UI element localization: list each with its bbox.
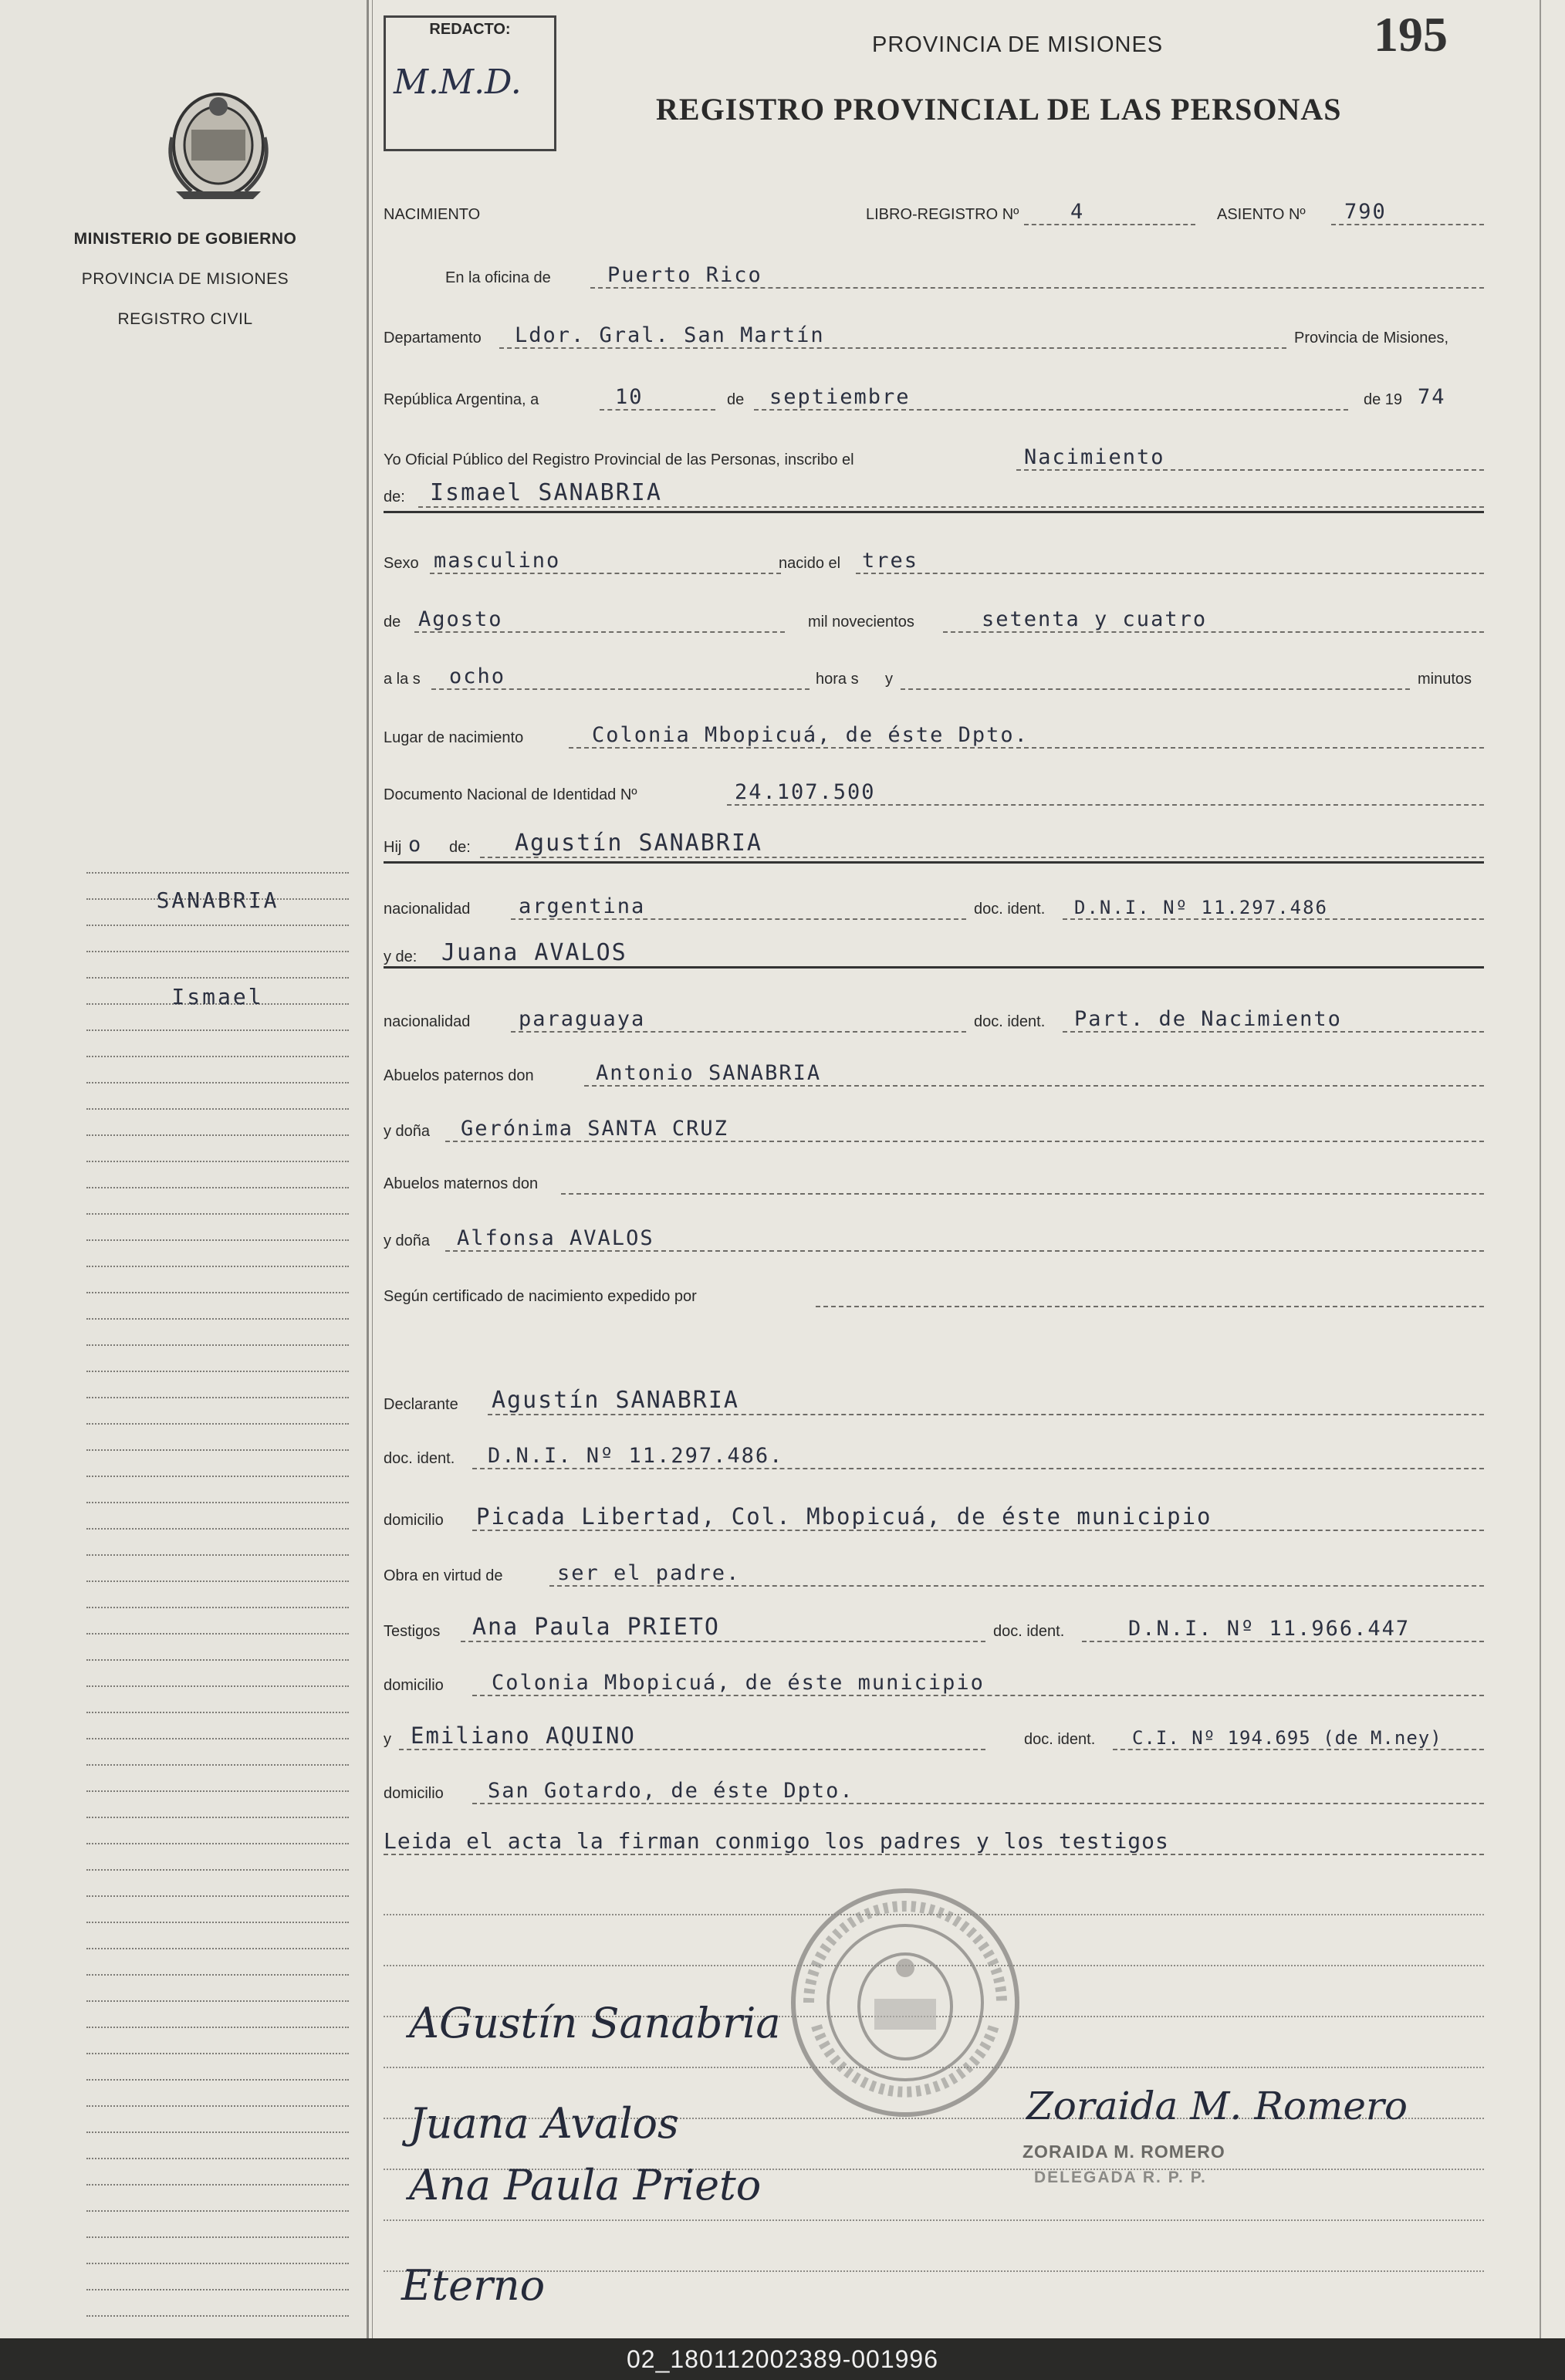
testigo2-doc: C.I. Nº 194.695 (de M.ney) bbox=[1132, 1727, 1442, 1749]
margin-ruled-line bbox=[86, 1974, 349, 1976]
oficial-text: Yo Oficial Público del Registro Provincial de las Personas, inscribo el bbox=[384, 451, 854, 468]
madre-nac: paraguaya bbox=[519, 1007, 646, 1031]
fecha-dia: 10 bbox=[615, 385, 644, 409]
nacido-label: nacido el bbox=[779, 555, 841, 572]
provincia-label: Provincia de Misiones, bbox=[1294, 330, 1449, 347]
row-abuela-paterna bbox=[384, 1100, 1487, 1147]
margin-ruled-line bbox=[86, 1161, 349, 1162]
redacto-initials: M.M.D. bbox=[394, 63, 522, 102]
row-padre-nac bbox=[384, 878, 1487, 925]
certificado-label: Según certificado de nacimiento expedido por bbox=[384, 1288, 697, 1305]
libro-value: 4 bbox=[1070, 200, 1085, 224]
margin-ruled-line bbox=[86, 2184, 349, 2186]
margin-ruled-line bbox=[86, 925, 349, 926]
margin-ruled-line bbox=[86, 1476, 349, 1477]
declarante-value: Agustín SANABRIA bbox=[492, 1387, 739, 1414]
fecha-mes: septiembre bbox=[769, 385, 911, 409]
stamp-official-role: DELEGADA R. P. P. bbox=[1034, 2169, 1207, 2186]
row-declarante-doc bbox=[384, 1428, 1487, 1474]
row-declarante-domicilio bbox=[384, 1489, 1487, 1536]
oficina-value: Puerto Rico bbox=[607, 263, 762, 287]
departamento-value: Ldor. Gral. San Martín bbox=[515, 323, 825, 347]
domicilio-label: domicilio bbox=[384, 1512, 444, 1529]
nacido-dia: tres bbox=[862, 549, 919, 573]
doc-label: doc. ident. bbox=[974, 901, 1046, 918]
anio-label: de 19 bbox=[1364, 391, 1403, 408]
doc-label: doc. ident. bbox=[974, 1013, 1046, 1030]
margin-ruled-line bbox=[86, 1685, 349, 1687]
margin-ruled-line bbox=[86, 2315, 349, 2317]
margin-given-name: Ismael bbox=[171, 984, 264, 1009]
row-padre bbox=[384, 816, 1487, 863]
archive-id: 02_180112002389-001996 bbox=[0, 2338, 1565, 2380]
nacido-mes: Agosto bbox=[418, 607, 503, 631]
margin-ruled-line bbox=[86, 2236, 349, 2238]
asiento-label: ASIENTO Nº bbox=[1217, 206, 1306, 223]
margin-ruled-line bbox=[86, 1292, 349, 1293]
blank-ruled-line bbox=[384, 2219, 1484, 2221]
redacto-box bbox=[384, 15, 556, 151]
declarante-doc: D.N.I. Nº 11.297.486. bbox=[488, 1444, 784, 1468]
declarante-domicilio: Picada Libertad, Col. Mbopicuá, de éste municipio bbox=[476, 1503, 1212, 1530]
margin-ruled-line bbox=[86, 1423, 349, 1425]
nac-label: nacionalidad bbox=[384, 901, 471, 918]
row-fecha bbox=[384, 369, 1487, 415]
margin-ruled-line bbox=[86, 2158, 349, 2159]
margin-ruled-line bbox=[86, 1371, 349, 1372]
hora-value: ocho bbox=[449, 664, 506, 688]
margin-ruled-line bbox=[86, 1134, 349, 1136]
margin-ruled-line bbox=[86, 1318, 349, 1320]
margin-ruled-line bbox=[86, 977, 349, 979]
row-testigo2 bbox=[384, 1709, 1487, 1755]
margin-ruled-line bbox=[86, 1266, 349, 1267]
divider bbox=[384, 966, 1484, 969]
acto-value: Nacimiento bbox=[1024, 445, 1165, 469]
margin-ruled-line bbox=[86, 2053, 349, 2054]
margin-ruled-line bbox=[86, 1108, 349, 1110]
registry-label: REGISTRO CIVIL bbox=[117, 310, 253, 328]
row-dni bbox=[384, 764, 1487, 810]
sexo-value: masculino bbox=[434, 549, 561, 573]
margin-ruled-line bbox=[86, 1633, 349, 1635]
margin-ruled-line bbox=[86, 1082, 349, 1084]
margin-ruled-line bbox=[86, 1056, 349, 1057]
dni-value: 24.107.500 bbox=[735, 780, 876, 804]
madre-doc: Part. de Nacimiento bbox=[1074, 1007, 1342, 1031]
signature-witness-2: Eterno bbox=[401, 2261, 546, 2310]
row-nombre bbox=[384, 466, 1487, 512]
declarante-label: Declarante bbox=[384, 1396, 458, 1413]
row-obra bbox=[384, 1545, 1487, 1591]
testigo1-domicilio: Colonia Mbopicuá, de éste municipio bbox=[492, 1671, 985, 1695]
province-label: PROVINCIA DE MISIONES bbox=[81, 270, 289, 288]
signature-witness-1: Ana Paula Prieto bbox=[409, 2161, 762, 2209]
ydona-label: y doña bbox=[384, 1232, 431, 1249]
margin-ruled-line bbox=[86, 2027, 349, 2028]
cierre-text: Leida el acta la firman conmigo los padres y los testigos bbox=[384, 1828, 1169, 1854]
row-testigo2-domicilio bbox=[384, 1763, 1487, 1809]
row-sexo bbox=[384, 532, 1487, 579]
hijo-label: Hij bbox=[384, 839, 402, 856]
margin-ruled-line bbox=[86, 1869, 349, 1871]
stamp-official-name: ZORAIDA M. ROMERO bbox=[1022, 2142, 1225, 2162]
signature-official: Zoraida M. Romero bbox=[1026, 2084, 1408, 2128]
row-abuelos-maternos bbox=[384, 1153, 1487, 1199]
obra-value: ser el padre. bbox=[557, 1561, 741, 1585]
madre-label: y de: bbox=[384, 948, 417, 965]
testigo2-domicilio: San Gotardo, de éste Dpto. bbox=[488, 1779, 854, 1803]
record-type: NACIMIENTO bbox=[384, 206, 481, 223]
margin-ruled-line bbox=[86, 1790, 349, 1792]
ydona-label: y doña bbox=[384, 1123, 431, 1140]
margin-ruled-line bbox=[86, 1213, 349, 1215]
margin-ruled-line bbox=[86, 1528, 349, 1530]
abuela-mat: Alfonsa AVALOS bbox=[457, 1226, 654, 1250]
de-label: de bbox=[727, 391, 745, 408]
margin-ruled-line bbox=[86, 2210, 349, 2212]
margin-ruled-line bbox=[86, 1607, 349, 1608]
nombre-value: Ismael SANABRIA bbox=[430, 479, 662, 506]
margin-ruled-line bbox=[86, 1843, 349, 1844]
margin-ruled-line bbox=[86, 1397, 349, 1398]
row-abuelos-paternos bbox=[384, 1045, 1487, 1091]
margin-ruled-line bbox=[86, 872, 349, 874]
row-madre bbox=[384, 926, 1487, 972]
milnov-label: mil novecientos bbox=[808, 614, 914, 630]
margin-ruled-line bbox=[86, 1738, 349, 1739]
row-lugar bbox=[384, 707, 1487, 753]
testigo2-value: Emiliano AQUINO bbox=[411, 1722, 636, 1749]
obra-label: Obra en virtud de bbox=[384, 1567, 503, 1584]
abuelo-pat: Antonio SANABRIA bbox=[596, 1061, 822, 1085]
margin-ruled-line bbox=[86, 2000, 349, 2002]
margin-ruled-line bbox=[86, 1239, 349, 1241]
republica-label: República Argentina, a bbox=[384, 391, 539, 408]
margin-ruled-line bbox=[86, 1029, 349, 1031]
margin-ruled-line bbox=[86, 1764, 349, 1766]
divider bbox=[384, 511, 1484, 513]
margin-ruled-line bbox=[86, 1580, 349, 1582]
row-libro bbox=[384, 184, 1487, 230]
lugar-value: Colonia Mbopicuá, de éste Dpto. bbox=[592, 723, 1029, 747]
page-title: REGISTRO PROVINCIAL DE LAS PERSONAS bbox=[656, 92, 1342, 127]
padre-value: Agustín SANABRIA bbox=[515, 830, 762, 857]
page-number: 195 bbox=[1374, 7, 1448, 62]
blank-ruled-line bbox=[384, 2270, 1484, 2272]
row-madre-nac bbox=[384, 991, 1487, 1037]
left-margin-column bbox=[0, 0, 367, 2338]
sexo-label: Sexo bbox=[384, 555, 419, 572]
row-declarante bbox=[384, 1374, 1487, 1420]
row-nacido-mes bbox=[384, 591, 1487, 637]
alas-label: a la s bbox=[384, 671, 421, 688]
hijo-de-label: de: bbox=[449, 839, 471, 856]
madre-value: Juana AVALOS bbox=[441, 939, 627, 966]
row-cierre bbox=[384, 1814, 1487, 1860]
redacto-label: REDACTO: bbox=[429, 21, 511, 38]
margin-ruled-line bbox=[86, 1502, 349, 1503]
ministry-label: MINISTERIO DE GOBIERNO bbox=[73, 230, 297, 248]
header-province: PROVINCIA DE MISIONES bbox=[872, 32, 1164, 57]
padre-nac: argentina bbox=[519, 894, 646, 918]
row-abuela-materna bbox=[384, 1210, 1487, 1256]
row-testigo1 bbox=[384, 1601, 1487, 1647]
row-certificado bbox=[384, 1266, 1487, 1312]
minutos-label: minutos bbox=[1418, 671, 1472, 688]
nacido-anio: setenta y cuatro bbox=[982, 607, 1208, 631]
doc-label: doc. ident. bbox=[993, 1623, 1065, 1640]
row-departamento bbox=[384, 307, 1487, 353]
nac-label: nacionalidad bbox=[384, 1013, 471, 1030]
margin-ruled-line bbox=[86, 2289, 349, 2290]
abuelos-mat-label: Abuelos maternos don bbox=[384, 1175, 539, 1192]
y-testigo-label: y bbox=[384, 1731, 391, 1748]
official-seal-icon bbox=[786, 1883, 1025, 2122]
testigos-label: Testigos bbox=[384, 1623, 441, 1640]
margin-surname: SANABRIA bbox=[156, 887, 279, 913]
right-border bbox=[1540, 0, 1541, 2338]
column-divider-inner bbox=[372, 0, 373, 2338]
testigo1-value: Ana Paula PRIETO bbox=[472, 1614, 720, 1641]
coat-of-arms-icon bbox=[161, 83, 276, 207]
margin-ruled-line bbox=[86, 1187, 349, 1188]
doc-label: doc. ident. bbox=[1024, 1731, 1096, 1748]
asiento-value: 790 bbox=[1344, 200, 1387, 224]
abuelos-pat-label: Abuelos paternos don bbox=[384, 1067, 534, 1084]
doc-label: doc. ident. bbox=[384, 1450, 455, 1467]
row-hora bbox=[384, 648, 1487, 695]
domicilio-label: domicilio bbox=[384, 1785, 444, 1802]
divider bbox=[384, 861, 1484, 864]
signature-mother: Juana Avalos bbox=[409, 2099, 679, 2148]
margin-ruled-line bbox=[86, 1895, 349, 1897]
margin-ruled-line bbox=[86, 1817, 349, 1818]
margin-ruled-line bbox=[86, 951, 349, 952]
hora-label: hora s bbox=[816, 671, 859, 688]
signature-father: AGustín Sanabria bbox=[409, 1999, 781, 2047]
margin-ruled-line bbox=[86, 1922, 349, 1923]
departamento-label: Departamento bbox=[384, 330, 482, 347]
margin-ruled-line bbox=[86, 2079, 349, 2081]
padre-doc: D.N.I. Nº 11.297.486 bbox=[1074, 897, 1328, 918]
libro-label: LIBRO-REGISTRO Nº bbox=[866, 206, 1019, 223]
testigo1-doc: D.N.I. Nº 11.966.447 bbox=[1128, 1617, 1411, 1641]
column-divider bbox=[367, 0, 369, 2338]
margin-ruled-line bbox=[86, 1554, 349, 1556]
dni-label: Documento Nacional de Identidad Nº bbox=[384, 786, 637, 803]
margin-ruled-line bbox=[86, 1659, 349, 1661]
de2-label: de bbox=[384, 614, 401, 630]
row-testigo1-domicilio bbox=[384, 1655, 1487, 1701]
domicilio-label: domicilio bbox=[384, 1677, 444, 1694]
y-label: y bbox=[885, 671, 893, 688]
margin-ruled-line bbox=[86, 1344, 349, 1346]
margin-ruled-line bbox=[86, 1449, 349, 1451]
margin-ruled-line bbox=[86, 1948, 349, 1949]
margin-ruled-line bbox=[86, 2132, 349, 2133]
nombre-label: de: bbox=[384, 489, 405, 505]
abuela-pat: Gerónima SANTA CRUZ bbox=[461, 1117, 728, 1141]
row-oficina bbox=[384, 247, 1487, 293]
oficina-label: En la oficina de bbox=[445, 269, 551, 286]
margin-ruled-line bbox=[86, 2105, 349, 2107]
lugar-label: Lugar de nacimiento bbox=[384, 729, 524, 746]
margin-ruled-line bbox=[86, 2263, 349, 2264]
margin-ruled-line bbox=[86, 1712, 349, 1713]
hijo-suffix: o bbox=[408, 833, 423, 857]
fecha-anio: 74 bbox=[1418, 385, 1446, 409]
